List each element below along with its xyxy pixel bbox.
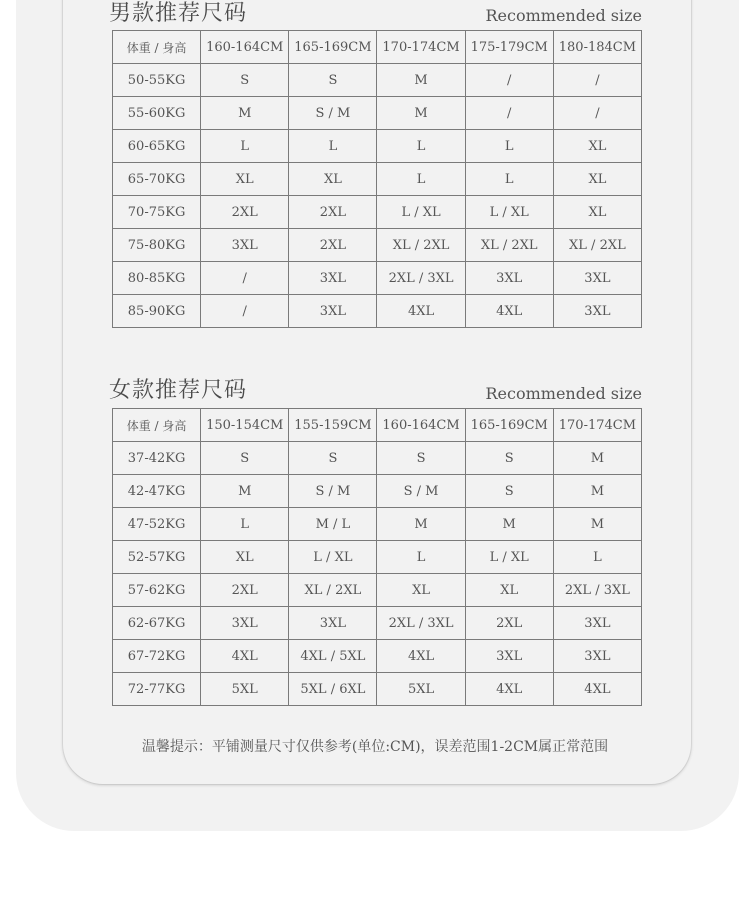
weight-cell: 55-60KG: [113, 97, 201, 130]
size-cell: 2XL: [465, 607, 553, 640]
table-row: [113, 130, 642, 163]
size-cell: M: [553, 508, 641, 541]
header-cell: 150-154CM: [201, 409, 289, 442]
size-cell: L / XL: [377, 196, 465, 229]
size-cell: 2XL: [201, 574, 289, 607]
size-cell: S / M: [377, 475, 465, 508]
table-header-row: [113, 31, 642, 64]
header-cell: 155-159CM: [289, 409, 377, 442]
measurement-footnote: 温馨提示：平铺测量尺寸仅供参考(单位:CM)，误差范围1-2CM属正常范围: [141, 739, 609, 755]
size-cell: 4XL: [377, 640, 465, 673]
size-cell: M: [377, 64, 465, 97]
weight-cell: 52-57KG: [113, 541, 201, 574]
table-row: [113, 196, 642, 229]
size-cell: XL: [553, 196, 641, 229]
size-cell: M / L: [289, 508, 377, 541]
size-cell: 4XL: [377, 295, 465, 328]
table-row: [113, 295, 642, 328]
size-cell: S: [465, 475, 553, 508]
size-cell: S: [201, 64, 289, 97]
size-cell: 2XL: [289, 229, 377, 262]
size-cell: XL / 2XL: [289, 574, 377, 607]
table-row: [113, 64, 642, 97]
table-row: [113, 640, 642, 673]
size-cell: 5XL / 6XL: [289, 673, 377, 706]
size-cell: XL / 2XL: [377, 229, 465, 262]
table-row: [113, 229, 642, 262]
women-section-title: 女款推荐尺码: [109, 378, 248, 403]
size-cell: 3XL: [553, 262, 641, 295]
size-cell: 4XL: [465, 295, 553, 328]
size-cell: /: [465, 64, 553, 97]
header-cell: 160-164CM: [377, 409, 465, 442]
header-cell: 165-169CM: [289, 31, 377, 64]
size-cell: 2XL / 3XL: [377, 607, 465, 640]
men-section-subtitle: Recommended size: [485, 6, 642, 25]
size-cell: L: [465, 130, 553, 163]
size-cell: S / M: [289, 97, 377, 130]
size-cell: 3XL: [289, 295, 377, 328]
size-cell: XL: [201, 163, 289, 196]
size-cell: 3XL: [289, 262, 377, 295]
table-row: [113, 163, 642, 196]
size-cell: S / M: [289, 475, 377, 508]
size-cell: 3XL: [201, 229, 289, 262]
table-row: [113, 607, 642, 640]
size-cell: M: [201, 475, 289, 508]
size-cell: XL / 2XL: [553, 229, 641, 262]
size-cell: XL: [201, 541, 289, 574]
table-row: [113, 508, 642, 541]
size-cell: 5XL: [201, 673, 289, 706]
weight-cell: 50-55KG: [113, 64, 201, 97]
size-cell: L: [377, 130, 465, 163]
table-header-row: [113, 409, 642, 442]
size-cell: M: [201, 97, 289, 130]
men-size-table: [112, 30, 642, 328]
size-cell: L: [201, 130, 289, 163]
size-cell: XL: [553, 130, 641, 163]
size-cell: /: [553, 97, 641, 130]
size-cell: L / XL: [465, 541, 553, 574]
size-cell: 4XL / 5XL: [289, 640, 377, 673]
header-cell: 165-169CM: [465, 409, 553, 442]
size-cell: 3XL: [553, 295, 641, 328]
size-cell: 2XL / 3XL: [553, 574, 641, 607]
size-cell: M: [553, 442, 641, 475]
size-cell: L: [377, 541, 465, 574]
size-cell: S: [289, 442, 377, 475]
header-cell: 170-174CM: [553, 409, 641, 442]
size-cell: L: [289, 130, 377, 163]
size-cell: 5XL: [377, 673, 465, 706]
women-size-table: [112, 408, 642, 706]
size-cell: L: [201, 508, 289, 541]
size-cell: M: [553, 475, 641, 508]
size-cell: XL: [553, 163, 641, 196]
size-cell: S: [201, 442, 289, 475]
size-cell: 3XL: [201, 607, 289, 640]
table-row: [113, 574, 642, 607]
size-cell: 3XL: [553, 607, 641, 640]
weight-cell: 70-75KG: [113, 196, 201, 229]
header-cell: 体重 / 身高: [113, 409, 201, 442]
table-row: [113, 97, 642, 130]
size-cell: 4XL: [553, 673, 641, 706]
size-cell: 3XL: [465, 640, 553, 673]
weight-cell: 65-70KG: [113, 163, 201, 196]
weight-cell: 62-67KG: [113, 607, 201, 640]
weight-cell: 72-77KG: [113, 673, 201, 706]
header-cell: 170-174CM: [377, 31, 465, 64]
women-section-subtitle: Recommended size: [485, 384, 642, 403]
table-row: [113, 442, 642, 475]
men-section-title: 男款推荐尺码: [109, 1, 248, 26]
size-cell: /: [553, 64, 641, 97]
size-cell: 3XL: [465, 262, 553, 295]
size-cell: 2XL: [289, 196, 377, 229]
size-cell: /: [465, 97, 553, 130]
weight-cell: 60-65KG: [113, 130, 201, 163]
size-cell: M: [377, 97, 465, 130]
size-cell: L: [377, 163, 465, 196]
size-cell: L / XL: [465, 196, 553, 229]
header-cell: 160-164CM: [201, 31, 289, 64]
size-cell: 3XL: [553, 640, 641, 673]
size-cell: L: [553, 541, 641, 574]
size-cell: XL / 2XL: [465, 229, 553, 262]
size-cell: S: [377, 442, 465, 475]
size-cell: XL: [377, 574, 465, 607]
size-cell: S: [289, 64, 377, 97]
table-row: [113, 262, 642, 295]
header-cell: 180-184CM: [553, 31, 641, 64]
size-cell: XL: [289, 163, 377, 196]
weight-cell: 42-47KG: [113, 475, 201, 508]
weight-cell: 85-90KG: [113, 295, 201, 328]
header-cell: 175-179CM: [465, 31, 553, 64]
weight-cell: 80-85KG: [113, 262, 201, 295]
weight-cell: 57-62KG: [113, 574, 201, 607]
weight-cell: 67-72KG: [113, 640, 201, 673]
header-cell: 体重 / 身高: [113, 31, 201, 64]
weight-cell: 37-42KG: [113, 442, 201, 475]
size-cell: S: [465, 442, 553, 475]
size-cell: L: [465, 163, 553, 196]
size-cell: M: [377, 508, 465, 541]
weight-cell: 75-80KG: [113, 229, 201, 262]
size-cell: 3XL: [289, 607, 377, 640]
size-cell: M: [465, 508, 553, 541]
size-cell: XL: [465, 574, 553, 607]
weight-cell: 47-52KG: [113, 508, 201, 541]
size-cell: 2XL: [201, 196, 289, 229]
table-row: [113, 673, 642, 706]
table-row: [113, 475, 642, 508]
size-cell: /: [201, 295, 289, 328]
size-cell: 4XL: [201, 640, 289, 673]
size-cell: L / XL: [289, 541, 377, 574]
size-cell: /: [201, 262, 289, 295]
size-cell: 4XL: [465, 673, 553, 706]
table-row: [113, 541, 642, 574]
size-cell: 2XL / 3XL: [377, 262, 465, 295]
